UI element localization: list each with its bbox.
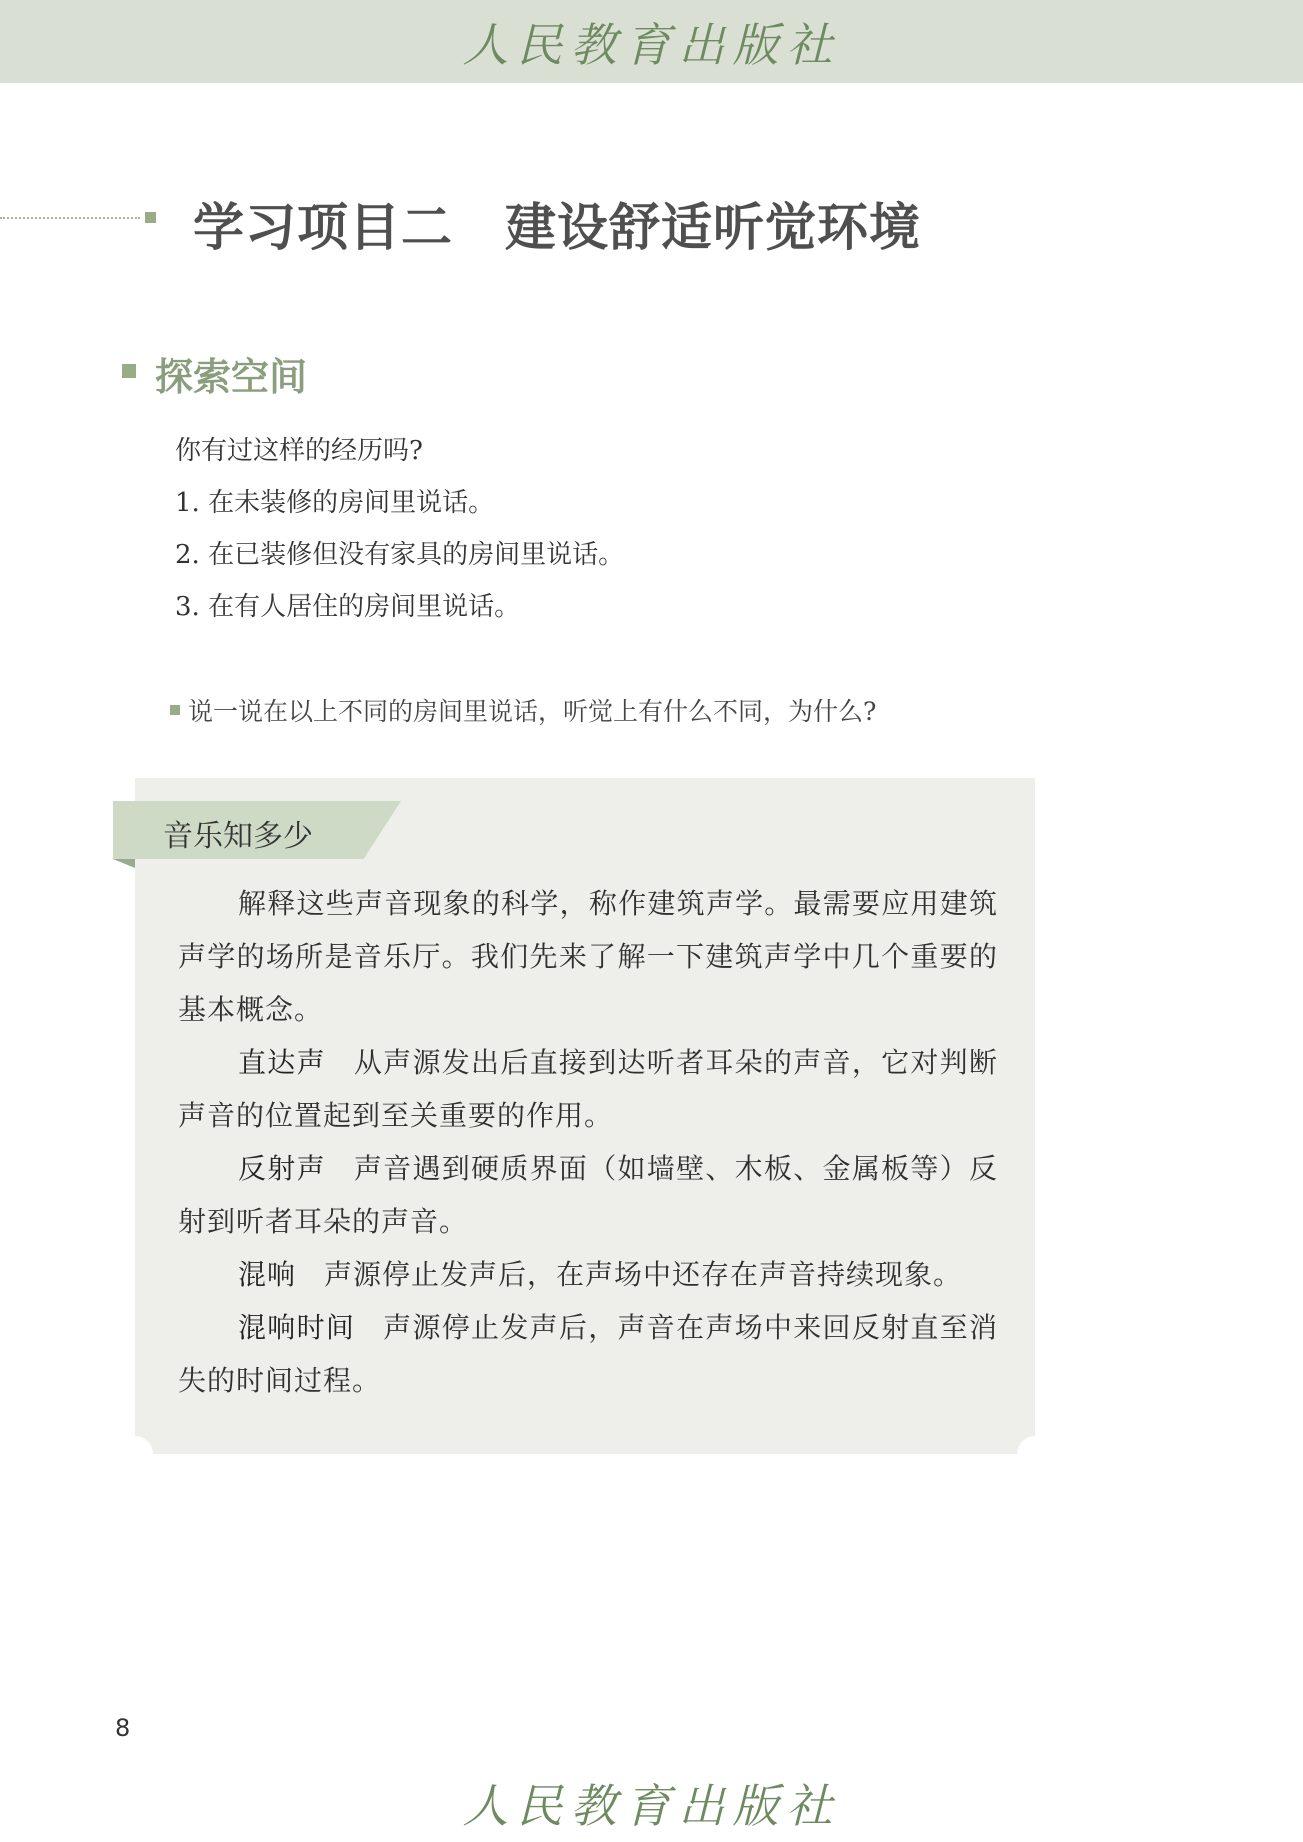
term-definition: 从声源发出后直接到达听者耳朵的声音，它对判断声音的位置起到至关重要的作用。 <box>178 1046 998 1132</box>
term-paragraph <box>178 1248 998 1301</box>
title-dotted-rule <box>0 217 140 219</box>
title-marker-icon <box>145 212 156 223</box>
list-item: 1. 在未装修的房间里说话。 <box>175 488 495 518</box>
page-title: 学习项目二 建设舒适听觉环境 <box>193 198 922 258</box>
term-paragraph <box>178 1301 998 1407</box>
tab-fold <box>113 859 135 868</box>
discussion-prompt <box>170 692 876 728</box>
term-label: 混响时间 <box>238 1311 356 1344</box>
box-intro-paragraph: 解释这些声音现象的科学，称作建筑声学。最需要应用建筑声学的场所是音乐厅。我们先来了解一下建筑声学中几个重要的基本概念。 <box>178 887 998 1026</box>
knowledge-box-body <box>178 877 998 1407</box>
prompt-bullet-icon <box>170 705 180 715</box>
list-item: 2. 在已装修但没有家具的房间里说话。 <box>175 540 625 570</box>
term-definition: 声源停止发声后，在声场中还存在声音持续现象。 <box>324 1258 963 1291</box>
section-bullet-icon <box>122 364 136 378</box>
intro-question: 你有过这样的经历吗? <box>175 436 423 466</box>
header-band <box>0 0 1303 83</box>
corner-notch <box>1017 1436 1053 1472</box>
publisher-logo: 人民教育出版社 <box>462 17 841 72</box>
term-label: 直达声 <box>238 1046 326 1079</box>
page-number: 8 <box>115 1714 131 1742</box>
footer-band <box>0 1770 1303 1836</box>
section-heading: 探索空间 <box>155 354 308 399</box>
intro-questions <box>175 425 875 633</box>
term-label: 混响 <box>238 1258 297 1291</box>
prompt-text: 说一说在以上不同的房间里说话，听觉上有什么不同，为什么? <box>188 697 877 726</box>
list-item: 3. 在有人居住的房间里说话。 <box>175 592 521 622</box>
term-paragraph <box>178 1142 998 1248</box>
term-definition: 声源停止发声后，声音在声场中来回反射直至消失的时间过程。 <box>178 1311 998 1397</box>
knowledge-box-title: 音乐知多少 <box>163 819 313 854</box>
term-paragraph <box>178 1036 998 1142</box>
publisher-logo: 人民教育出版社 <box>462 1779 841 1833</box>
corner-notch <box>117 1436 153 1472</box>
term-label: 反射声 <box>238 1152 326 1185</box>
term-definition: 声音遇到硬质界面（如墙壁、木板、金属板等）反射到听者耳朵的声音。 <box>178 1152 998 1238</box>
